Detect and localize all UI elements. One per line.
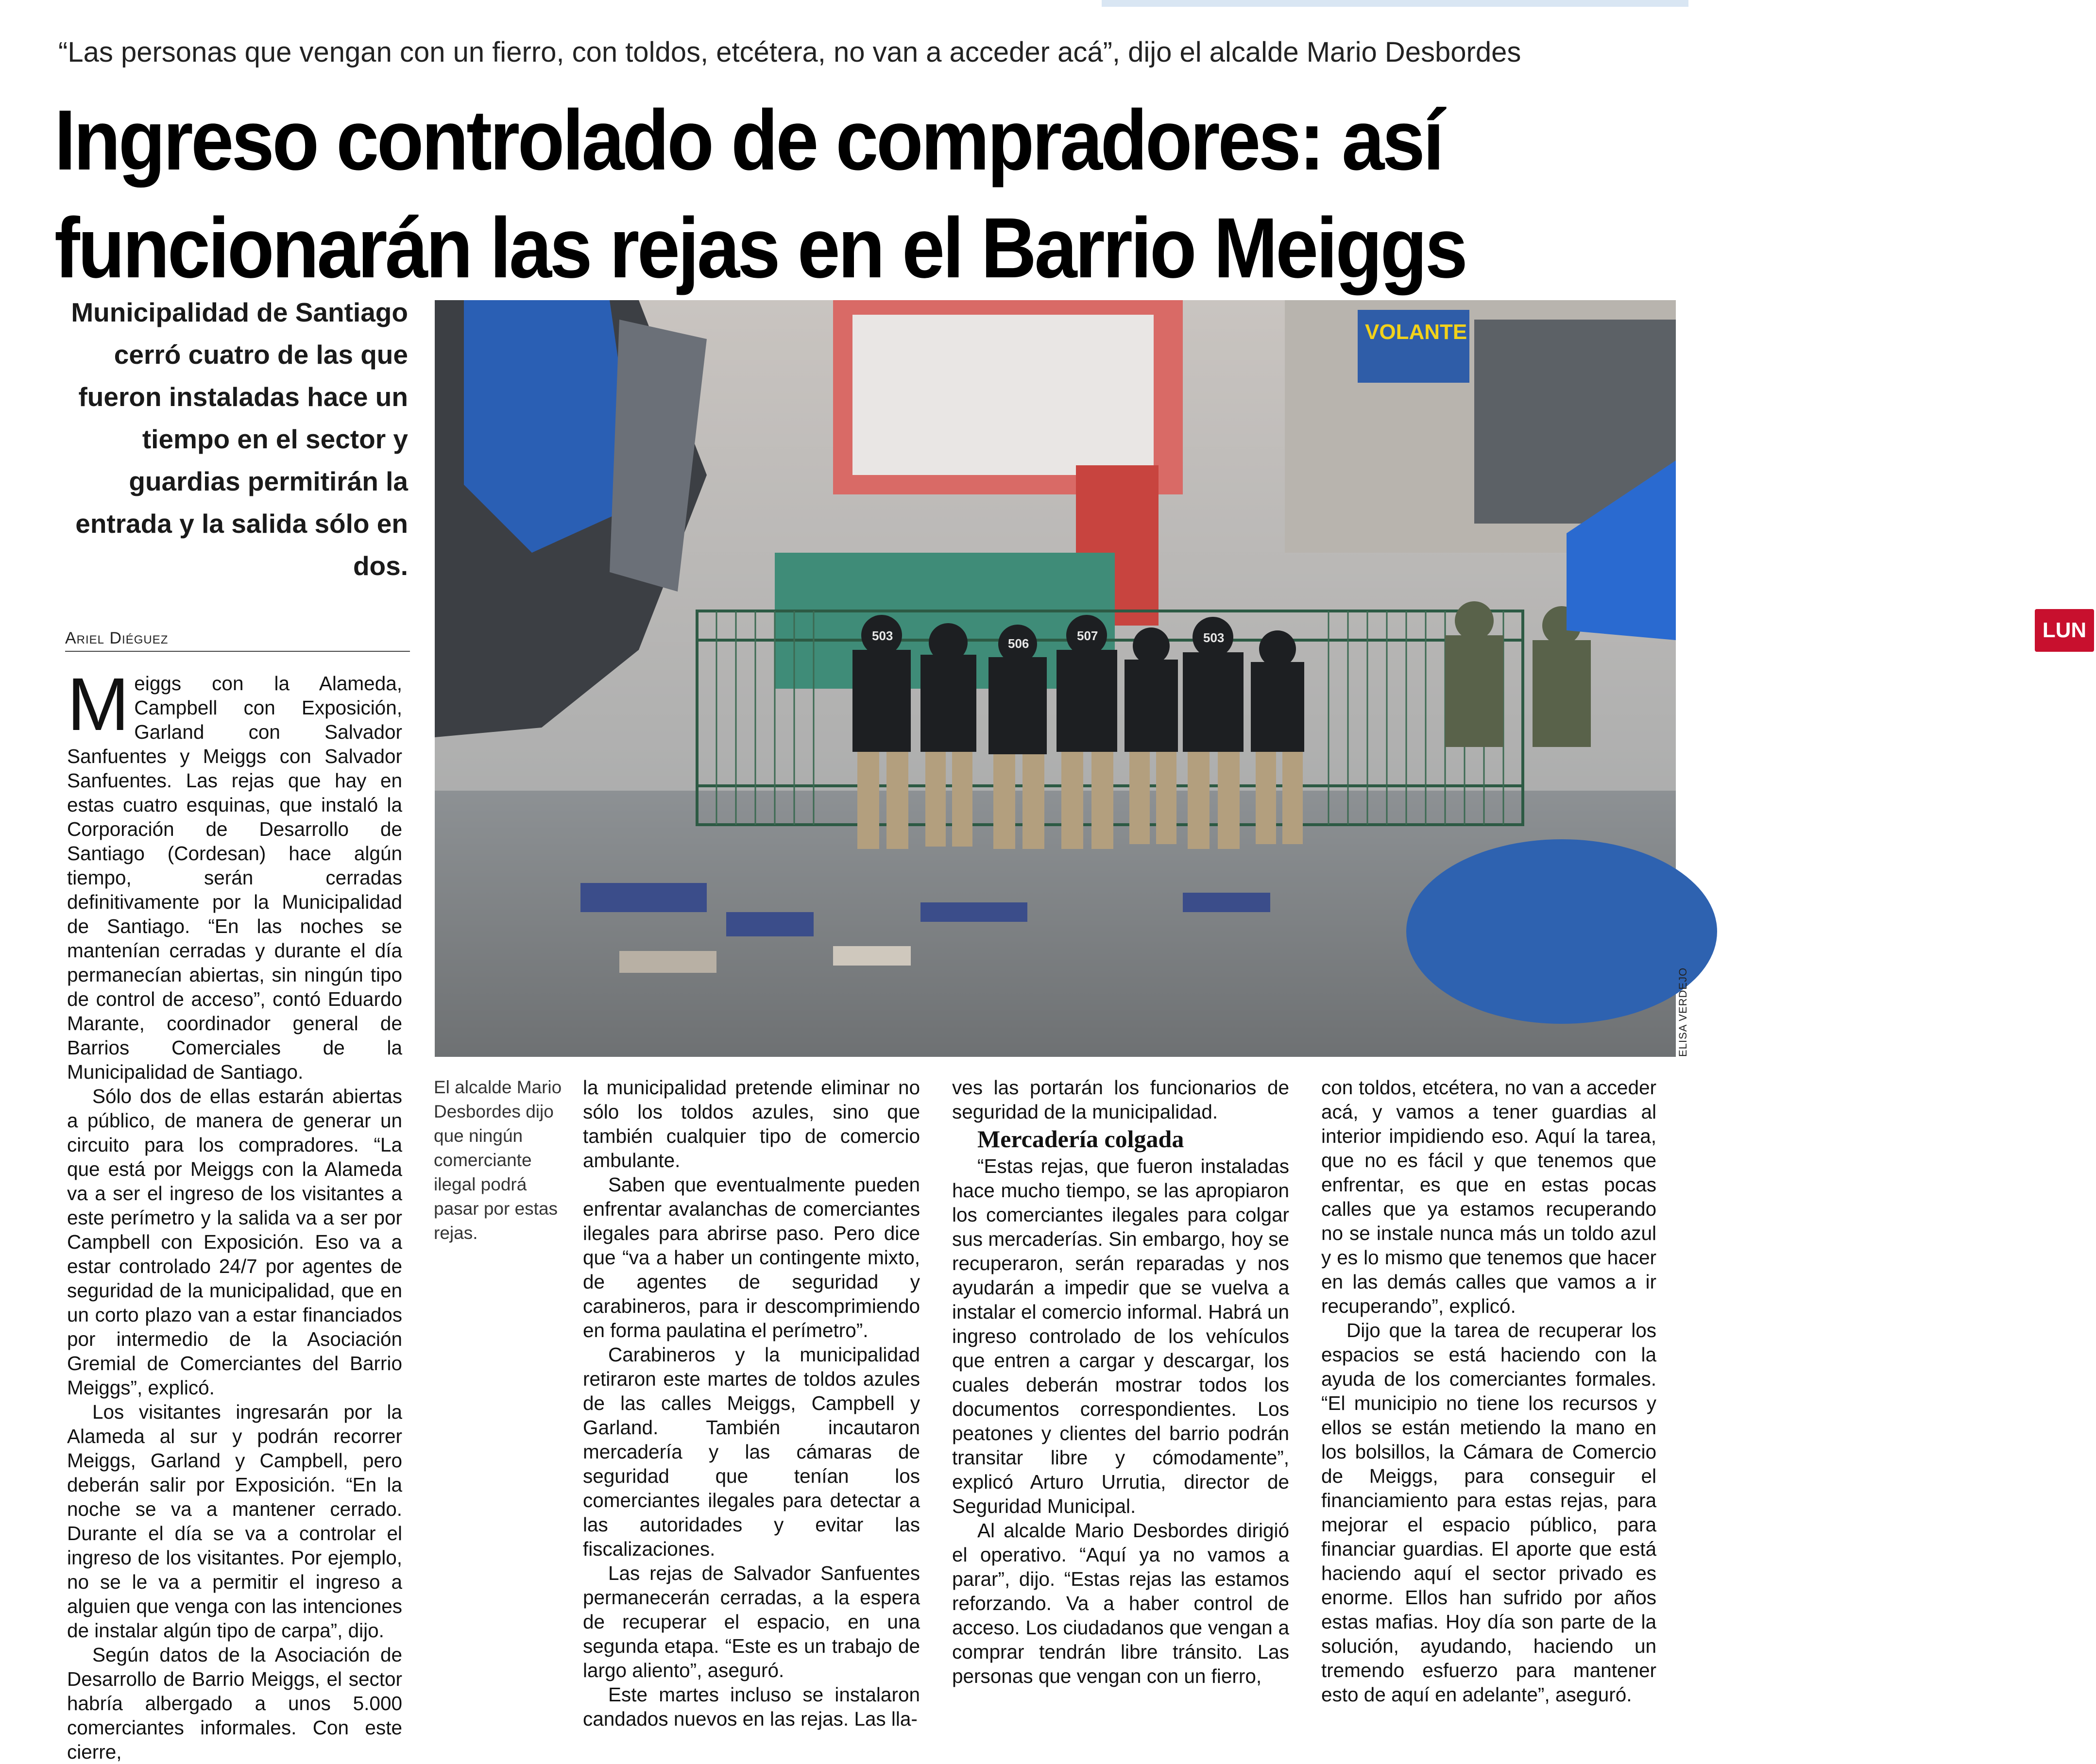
paragraph: Carabineros y la municipalidad retiraron este martes de toldos azules de las calles Meiggs, Campbell y Garland. También incautaron mercadería y las cámaras de seguridad que tenían los comerciantes ilegales para detectar a las autoridades y evitar las fiscalizaciones. <box>583 1343 920 1560</box>
paragraph: ves las portarán los funcionarios de seguridad de la municipalidad. <box>952 1076 1289 1123</box>
byline-author: Ariel Diéguez <box>65 629 169 647</box>
article-column-3 <box>952 1075 1289 1688</box>
top-accent-bar <box>1102 0 1688 7</box>
headline <box>54 86 1480 302</box>
kicker-quote: “Las personas que vengan con un fierro, con toldos, etcétera, no van a acceder acá”, dijo el alcalde Mario Desbordes <box>58 36 1521 68</box>
vest-number-2: 506 <box>1008 636 1029 651</box>
paragraph: Saben que eventualmente pueden enfrentar avalanchas de comerciantes ilegales para abrirse paso. Pero dice que “va a haber un contingente mixto, de agentes de seguridad y carabineros, para ir descomprimiendo en forma paulatina el perímetro”. <box>583 1173 920 1341</box>
photo-illustration <box>435 300 1676 1057</box>
headline-line-2: funcionarán las rejas en el Barrio Meiggs <box>54 201 1466 296</box>
paragraph: con toldos, etcétera, no van a acceder acá, y vamos a tener guardias al interior impidiendo eso. Aquí la tarea, que no es fácil y que tenemos que enfrentar, es que en estas pocas calles que ya estamos recuperando no se instale nunca más un toldo azul y es lo mismo que tenemos que hacer en las demás calles que vamos a ir recuperando”, explicó. <box>1321 1076 1656 1317</box>
vest-number-1: 503 <box>872 628 893 643</box>
paragraph: “Estas rejas, que fueron instaladas hace mucho tiempo, se las apropiaron los comerciantes ilegales para colgar sus mercaderías. Sin embargo, hoy se recuperaron, serán reparadas y nos ayudarán a impedir que se vuelva a instalar el comercio informal. Habrá un ingreso controlado de los vehículos que entren a cargar y descargar, los cuales deberán mostrar todos los documentos correspondientes. Los peatones y clientes del barrio podrán transitar libre y cómodamente”, explicó Arturo Urrutia, director de Seguridad Municipal. <box>952 1155 1289 1517</box>
article-column-1 <box>67 662 402 1764</box>
article-column-2 <box>583 1075 920 1731</box>
summary-deck: Municipalidad de Santiago cerró cuatro de las que fueron instaladas hace un tiempo en el sector y guardias permitirán la entrada y la salida sólo en dos. <box>71 297 408 581</box>
volante-sign-text: VOLANTE <box>1365 320 1467 344</box>
drop-cap: M <box>67 662 130 746</box>
headline-line-1: Ingreso controlado de compradores: así <box>54 93 1442 188</box>
blue-tarp-heap <box>1406 839 1717 1024</box>
photo-caption: El alcalde Mario Desbordes dijo que ningún comerciante ilegal podrá pasar por estas rejas. <box>434 1077 562 1243</box>
photo-credit: ELISA VERDEJO <box>1677 967 1689 1057</box>
vest-number-3: 507 <box>1077 628 1098 643</box>
lun-logo: LUN <box>2033 607 2096 654</box>
paragraph: Meiggs con la Alameda, Campbell con Exposición, Garland con Salvador Sanfuentes y Meiggs con Salvador Sanfuentes. Las rejas que hay en estas cuatro esquinas, que instaló la Corporación de Desarrollo de Santiago (Cordesan) hace algún tiempo, serán cerradas definitivamente por la Municipalidad de Santiago. “En las noches se mantenían cerradas y durante el día permanecían abiertas, sin ningún tipo de control de acceso”, contó Eduardo Marante, coordinador general de Barrios Comerciales de la Municipalidad de Santiago. <box>67 662 402 1083</box>
vest-number-4: 503 <box>1203 630 1225 645</box>
paragraph: Según datos de la Asociación de Desarrollo de Barrio Meiggs, el sector habría albergado a unos 5.000 comerciantes informales. Con este cierre, <box>67 1644 402 1763</box>
paragraph: Los visitantes ingresarán por la Alameda al sur y podrán recorrer Meiggs, Garland y Campbell, pero deberán salir por Exposición. “En la noche se va a mantener cerrado. Durante el día se va a controlar el ingreso de los visitantes. Por ejemplo, no se le va a permitir el ingreso a alguien que venga con las intenciones de instalar algún tipo de carpa”, dijo. <box>67 1401 402 1642</box>
article-column-4 <box>1321 1075 1656 1707</box>
paragraph: Sólo dos de ellas estarán abiertas a público, de manera de generar un circuito para los compradores. “La que está por Meiggs con la Alameda va a ser el ingreso de los visitantes a este perímetro y la salida va a ser por Campbell con Exposición. Eso va a estar controlado 24/7 por agentes de seguridad de la municipalidad, que en un corto plazo van a estar financiados por intermedio de la Asociación Gremial de Comerciantes del Barrio Meiggs”, explicó. <box>67 1085 402 1399</box>
paragraph: Dijo que la tarea de recuperar los espacios se está haciendo con la ayuda de los comerciantes formales. “El municipio no tiene los recursos y ellos se están metiendo la mano en los bolsillos, la Cámara de Comercio de Meiggs, para conseguir el financiamiento para estas rejas, para mejorar el espacio público, para financiar guardias. El aporte que está haciendo aquí el sector privado es enorme. Ellos han sufrido por años estas mafias. Hoy día son parte de la solución, ayudando, haciendo un tremendo esfuerzo para mantener esto de aquí en adelante”, aseguró. <box>1321 1319 1656 1706</box>
paragraph: la municipalidad pretende eliminar no sólo los toldos azules, sino que también cualquier tipo de comercio ambulante. <box>583 1076 920 1171</box>
paragraph: Este martes incluso se instalaron candados nuevos en las rejas. Las lla- <box>583 1683 920 1730</box>
byline <box>65 629 410 652</box>
billboard <box>852 315 1154 475</box>
subheading: Mercadería colgada <box>977 1125 1184 1153</box>
paragraph: Al alcalde Mario Desbordes dirigió el operativo. “Aquí ya no vamos a parar”, dijo. “Estas rejas las estamos reforzando. Va a haber control de acceso. Los ciudadanos que vengan a comprar tendrán libre tránsito. Las personas que vengan con un fierro, <box>952 1519 1289 1687</box>
paragraph: Las rejas de Salvador Sanfuentes permanecerán cerradas, a la espera de recuperar el espacio, en una segunda etapa. “Este es un trabajo de largo aliento”, aseguró. <box>583 1562 920 1681</box>
